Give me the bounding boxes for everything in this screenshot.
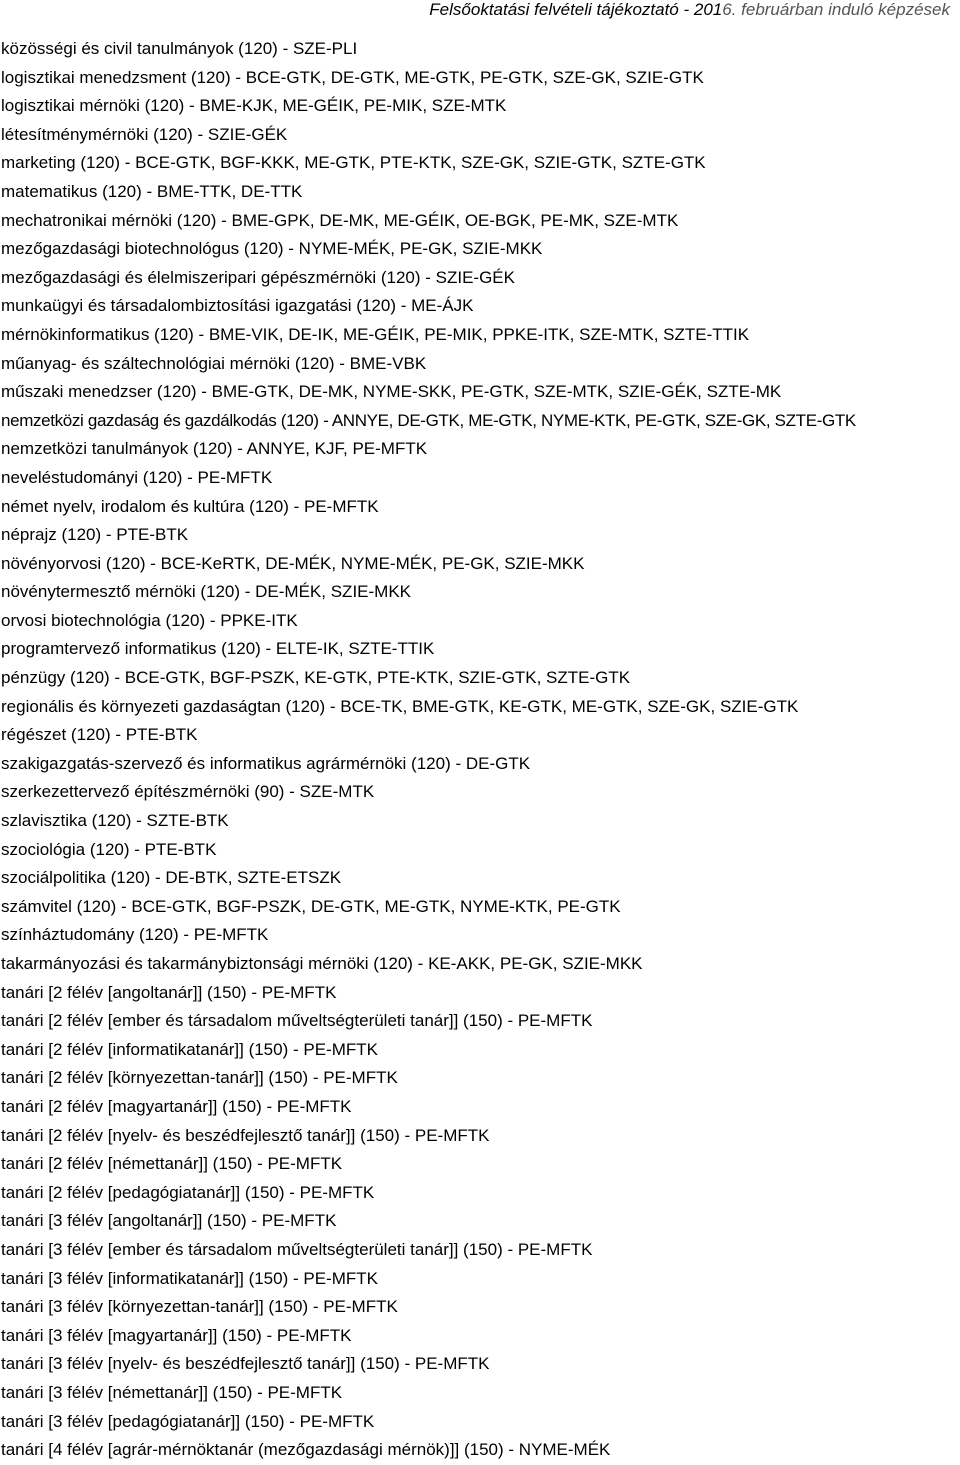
- program-entry: közösségi és civil tanulmányok (120) - SZE-PLI: [1, 39, 358, 58]
- program-entry: tanári [2 félév [magyartanár]] (150) - PE-MFTK: [1, 1096, 352, 1116]
- program-entry: tanári [3 félév [környezettan-tanár]] (150) - PE-MFTK: [1, 1297, 398, 1317]
- program-entry: tanári [2 félév [angoltanár]] (150) - PE-MFTK: [1, 982, 337, 1002]
- program-entry: logisztikai mérnöki (120) - BME-KJK, ME-GÉIK, PE-MIK, SZE-MTK: [1, 96, 507, 116]
- program-entry: tanári [3 félév [angoltanár]] (150) - PE-MFTK: [1, 1211, 337, 1231]
- program-entry: szerkezettervező építészmérnöki (90) - SZE-MTK: [1, 782, 375, 802]
- program-entry: programtervező informatikus (120) - ELTE-IK, SZTE-TTIK: [1, 639, 435, 659]
- program-entry: tanári [2 félév [ember és társadalom műveltségterületi tanár]] (150) - PE-MFTK: [1, 1011, 593, 1031]
- program-entry: növényorvosi (120) - BCE-KeRTK, DE-MÉK, NYME-MÉK, PE-GK, SZIE-MKK: [1, 553, 585, 573]
- program-entry: orvosi biotechnológia (120) - PPKE-ITK: [1, 610, 298, 630]
- program-entry: szakigazgatás-szervező és informatikus agrármérnöki (120) - DE-GTK: [1, 753, 531, 773]
- program-entry: szlavisztika (120) - SZTE-BTK: [1, 811, 229, 831]
- program-entry: tanári [4 félév [agrár-mérnöktanár (mezőgazdasági mérnök)]] (150) - NYME-MÉK: [1, 1440, 611, 1460]
- program-entry: tanári [3 félév [informatikatanár]] (150) - PE-MFTK: [1, 1268, 378, 1288]
- page-header-title-tail: 6. februárban induló képzések: [722, 0, 950, 19]
- program-entry: tanári [3 félév [ember és társadalom műveltségterületi tanár]] (150) - PE-MFTK: [1, 1239, 593, 1259]
- program-entry: műanyag- és száltechnológiai mérnöki (120) - BME-VBK: [1, 353, 427, 373]
- program-entry: szociológia (120) - PTE-BTK: [1, 839, 217, 859]
- page-header: [429, 0, 950, 24]
- program-entry: neveléstudományi (120) - PE-MFTK: [1, 467, 273, 487]
- program-entry: tanári [2 félév [környezettan-tanár]] (150) - PE-MFTK: [1, 1068, 398, 1088]
- program-entry: tanári [3 félév [magyartanár]] (150) - PE-MFTK: [1, 1325, 352, 1345]
- program-entry: pénzügy (120) - BCE-GTK, BGF-PSZK, KE-GTK, PTE-KTK, SZIE-GTK, SZTE-GTK: [1, 668, 631, 688]
- program-entry: mezőgazdasági és élelmiszeripari gépészmérnöki (120) - SZIE-GÉK: [1, 267, 515, 287]
- page-header-title: Felsőoktatási felvételi tájékoztató - 201: [429, 0, 723, 19]
- program-entry: mechatronikai mérnöki (120) - BME-GPK, DE-MK, ME-GÉIK, OE-BGK, PE-MK, SZE-MTK: [1, 210, 679, 230]
- program-entry: marketing (120) - BCE-GTK, BGF-KKK, ME-GTK, PTE-KTK, SZE-GK, SZIE-GTK, SZTE-GTK: [1, 153, 706, 173]
- program-entry: tanári [2 félév [pedagógiatanár]] (150) - PE-MFTK: [1, 1182, 375, 1202]
- program-entry: műszaki menedzser (120) - BME-GTK, DE-MK, NYME-SKK, PE-GTK, SZE-MTK, SZIE-GÉK, SZTE-MK: [1, 382, 782, 402]
- program-entry: növénytermesztő mérnöki (120) - DE-MÉK, SZIE-MKK: [1, 582, 412, 602]
- program-list: [0, 35, 960, 1465]
- program-entry: szociálpolitika (120) - DE-BTK, SZTE-ETSZK: [1, 868, 342, 888]
- program-entry: tanári [2 félév [némettanár]] (150) - PE-MFTK: [1, 1154, 343, 1174]
- program-entry: tanári [2 félév [nyelv- és beszédfejlesztő tanár]] (150) - PE-MFTK: [1, 1125, 490, 1145]
- program-entry: takarmányozási és takarmánybiztonsági mérnöki (120) - KE-AKK, PE-GK, SZIE-MKK: [1, 954, 643, 973]
- program-entry: regionális és környezeti gazdaságtan (120) - BCE-TK, BME-GTK, KE-GTK, ME-GTK, SZE-GK, SZIE-GTK: [1, 696, 799, 716]
- program-entry: nemzetközi tanulmányok (120) - ANNYE, KJF, PE-MFTK: [1, 439, 428, 459]
- program-entry: számvitel (120) - BCE-GTK, BGF-PSZK, DE-GTK, ME-GTK, NYME-KTK, PE-GTK: [1, 896, 621, 916]
- program-entry: matematikus (120) - BME-TTK, DE-TTK: [1, 181, 303, 201]
- program-entry: munkaügyi és társadalombiztosítási igazgatási (120) - ME-ÁJK: [1, 296, 474, 316]
- program-entry: logisztikai menedzsment (120) - BCE-GTK, DE-GTK, ME-GTK, PE-GTK, SZE-GK, SZIE-GTK: [1, 67, 704, 87]
- program-entry: színháztudomány (120) - PE-MFTK: [1, 925, 269, 945]
- program-entry: német nyelv, irodalom és kultúra (120) - PE-MFTK: [1, 496, 379, 516]
- program-entry: tanári [3 félév [pedagógiatanár]] (150) - PE-MFTK: [1, 1411, 375, 1431]
- program-entry: létesítménymérnöki (120) - SZIE-GÉK: [1, 124, 288, 144]
- program-entry: néprajz (120) - PTE-BTK: [1, 525, 189, 545]
- program-entry: mérnökinformatikus (120) - BME-VIK, DE-IK, ME-GÉIK, PE-MIK, PPKE-ITK, SZE-MTK, SZTE-TTIK: [1, 324, 750, 344]
- program-entry: tanári [3 félév [némettanár]] (150) - PE-MFTK: [1, 1382, 343, 1402]
- program-entry: tanári [2 félév [informatikatanár]] (150) - PE-MFTK: [1, 1039, 378, 1059]
- program-entry: nemzetközi gazdaság és gazdálkodás (120) - ANNYE, DE-GTK, ME-GTK, NYME-KTK, PE-GTK, SZE-GK, SZTE-GTK: [1, 410, 856, 430]
- program-entry: mezőgazdasági biotechnológus (120) - NYME-MÉK, PE-GK, SZIE-MKK: [1, 239, 543, 259]
- program-entry: tanári [3 félév [nyelv- és beszédfejlesztő tanár]] (150) - PE-MFTK: [1, 1354, 490, 1374]
- program-entry: régészet (120) - PTE-BTK: [1, 725, 198, 745]
